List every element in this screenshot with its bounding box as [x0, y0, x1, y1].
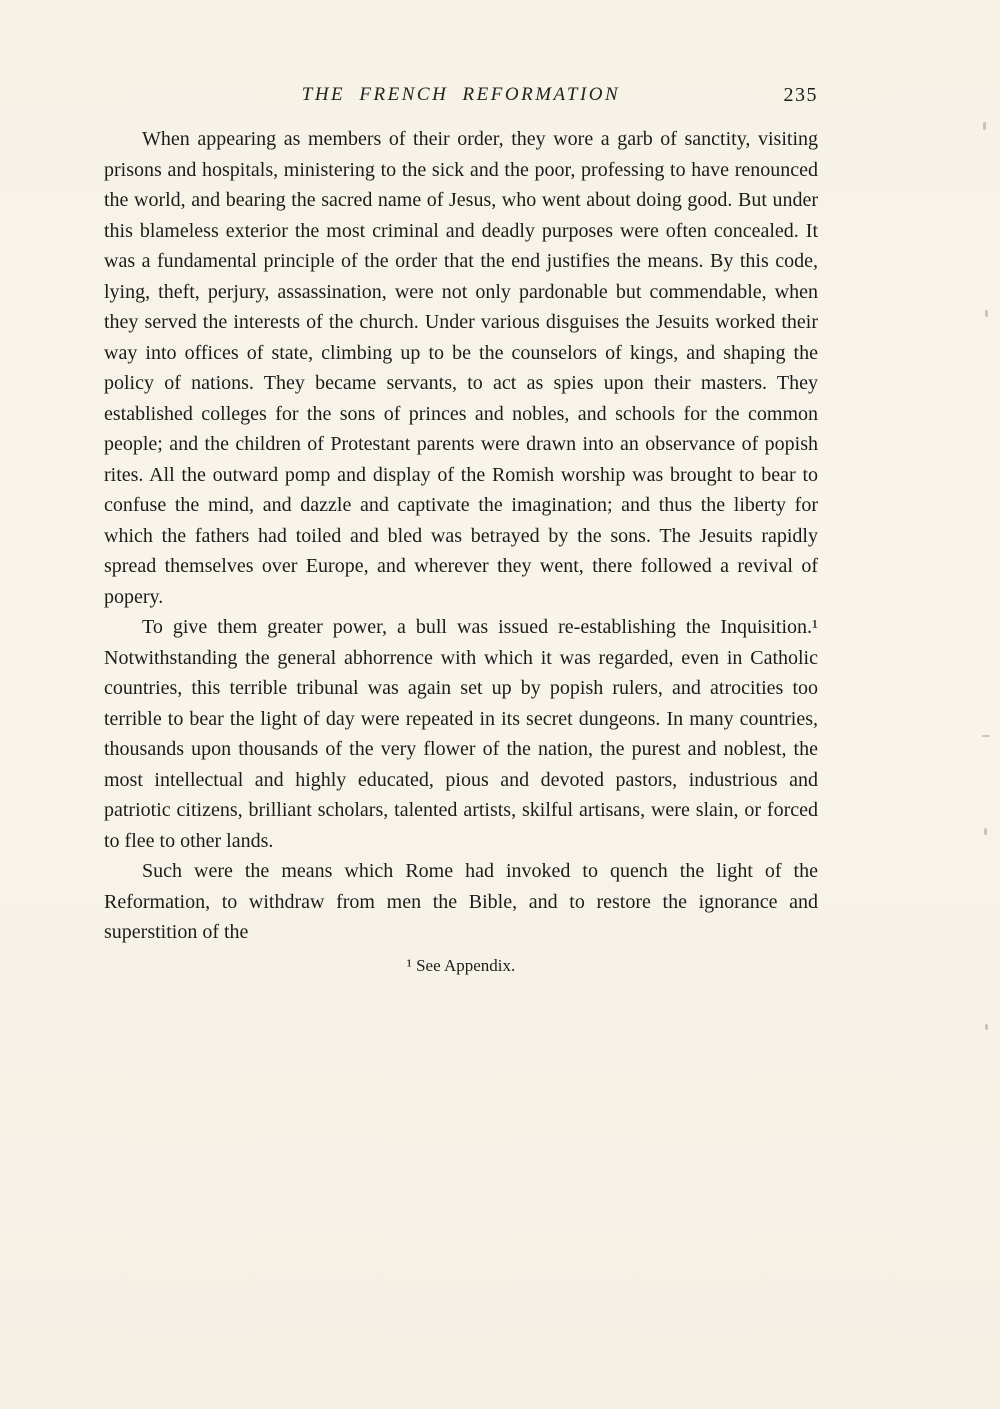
footnote: ¹ See Appendix. — [406, 955, 516, 975]
scan-artifact — [982, 735, 990, 737]
running-title: THE FRENCH REFORMATION — [301, 84, 621, 105]
page-header — [104, 84, 818, 112]
scan-artifact — [983, 122, 986, 130]
paragraph-1: When appearing as members of their order, they wore a garb of sanctity, visiting prisons and hospitals, ministering to the sick and the poor, professing to have renounced the world, and bearing the sacred name of Jesus, who went about doing good. But under this blameless exterior the most criminal and deadly purposes were often concealed. It was a fundamental principle of the order that the end justifies the means. By this code, lying, theft, perjury, assassination, were not only pardonable but commendable, when they served the interests of the church. Under various disguises the Jesuits worked their way into offices of state, climbing up to be the counselors of kings, and shaping the policy of nations. They became servants, to act as spies upon their masters. They established colleges for the sons of princes and nobles, and schools for the common people; and the children of Protestant parents were drawn into an observance of popish rites. All the outward pomp and display of the Romish worship was brought to bear to confuse the mind, and dazzle and captivate the imagination; and thus the liberty for which the fathers had toiled and bled was betrayed by the sons. The Jesuits rapidly spread themselves over Europe, and wherever they went, there followed a revival of popery. — [104, 128, 818, 608]
scan-artifact — [984, 828, 987, 835]
scan-artifact — [985, 1024, 988, 1030]
paragraph-2: To give them greater power, a bull was issued re-establishing the Inquisition.¹ Notwithstanding the general abhorrence with which it was regarded, even in Catholic countries, this terrible tribunal was again set up by popish rulers, and atrocities too terrible to bear the light of day were repeated in its secret dungeons. In many countries, thousands upon thousands of the very flower of the nation, the purest and noblest, the most intellectual and highly educated, pious and devoted pastors, industrious and patriotic citizens, brilliant scholars, talented artists, skilful artisans, were slain, or forced to flee to other lands. — [104, 616, 818, 852]
page-number: 235 — [783, 84, 818, 106]
body-text — [104, 124, 818, 948]
paragraph-3: Such were the means which Rome had invoked to quench the light of the Reformation, to withdraw from men the Bible, and to restore the ignorance and superstition of the — [104, 860, 818, 943]
scan-artifact — [985, 310, 988, 317]
